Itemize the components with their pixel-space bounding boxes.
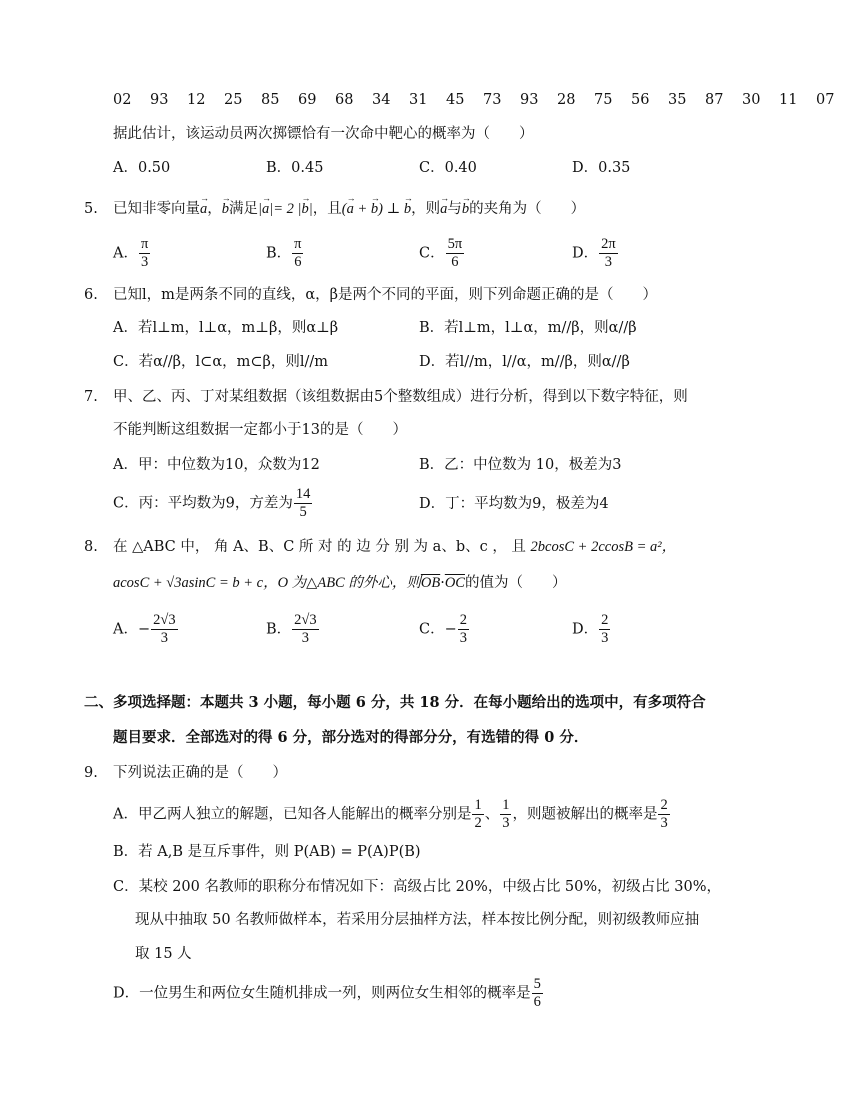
q5-stem-text: 满足 bbox=[229, 201, 258, 217]
perpendicular-condition: (→ a + → b) ⊥ → b bbox=[342, 201, 411, 217]
q7-number: 7. bbox=[84, 389, 98, 405]
fraction: $\frac{1}{2}$ bbox=[474, 797, 482, 831]
q4-option-b: B．0.45 bbox=[266, 160, 324, 176]
q5-stem-text: ， bbox=[207, 201, 222, 217]
q7-stem-line2: 不能判断这组数据一定都小于13的是（ ） bbox=[113, 422, 407, 438]
option-label: B． bbox=[266, 245, 292, 262]
q7-option-d: D．丁：平均数为9，极差为4 bbox=[419, 496, 609, 512]
random-number: 73 bbox=[483, 92, 502, 108]
q8-option-b bbox=[266, 612, 320, 647]
fraction: $\frac{2√3}{3}$ bbox=[153, 612, 176, 646]
q6-stem: 已知l，m是两条不同的直线，α，β是两个不同的平面，则下列命题正确的是（ ） bbox=[113, 287, 658, 303]
q8-number: 8. bbox=[84, 539, 98, 555]
vector-b: → b bbox=[222, 199, 229, 219]
q5-stem-text: ，则 bbox=[411, 201, 441, 217]
fraction: $\frac{2}{3}$ bbox=[660, 797, 668, 831]
section2-heading-line1: 二、多项选择题：本题共 3 小题，每小题 6 分，共 18 分．在每小题给出的选项中，有多项符合 bbox=[84, 694, 706, 711]
random-number: 45 bbox=[446, 92, 465, 108]
option-text: C．丙：平均数为9，方差为 bbox=[113, 495, 293, 512]
q5-stem-text: ，且 bbox=[312, 201, 342, 217]
fraction: $\frac{2√3}{3}$ bbox=[294, 612, 317, 646]
random-number: 56 bbox=[631, 92, 650, 108]
q7-option-a: A．甲：中位数为10，众数为12 bbox=[113, 457, 320, 473]
q9-option-c-line1: C．某校 200 名教师的职称分布情况如下：高级占比 20%，中级占比 50%，初级占比 30%， bbox=[113, 879, 721, 895]
random-number: 85 bbox=[261, 92, 280, 108]
q5-number: 5. bbox=[84, 201, 98, 217]
q6-option-a: A．若l⊥m，l⊥α，m⊥β，则α⊥β bbox=[113, 320, 339, 336]
random-number: 87 bbox=[705, 92, 724, 108]
q9-option-c-line3: 取 15 人 bbox=[135, 946, 192, 962]
q7-option-b: B．乙：中位数为 10，极差为3 bbox=[419, 457, 622, 473]
fraction: $\frac{\pi}{6}$ bbox=[294, 236, 302, 270]
fraction: $\frac{5\pi}{6}$ bbox=[447, 236, 463, 270]
q5-option-d bbox=[572, 236, 619, 271]
q5-option-c bbox=[419, 236, 465, 271]
random-number: 07 bbox=[816, 92, 835, 108]
q9-option-a bbox=[113, 797, 671, 832]
q8-text: 在 △ABC 中， 角 A、B、C 所 对 的 边 分 别 为 a、b、c ， 且 bbox=[113, 539, 526, 555]
separator: 、 bbox=[484, 806, 500, 823]
vector-ob: $\overline{OB}$ bbox=[420, 575, 441, 591]
random-number: 25 bbox=[224, 92, 243, 108]
q5-option-b bbox=[266, 236, 304, 271]
q6-option-d: D．若l//m，l//α，m//β，则α//β bbox=[419, 354, 630, 370]
random-number: 12 bbox=[187, 92, 206, 108]
fraction: $\frac{\pi}{3}$ bbox=[140, 236, 149, 270]
q6-option-c: C．若α//β，l⊂α，m⊂β，则l//m bbox=[113, 354, 329, 370]
fraction: $\frac{14}{5}$ bbox=[295, 486, 311, 520]
q7-stem-line1: 甲、乙、丙、丁对某组数据（该组数据由5个整数组成）进行分析，得到以下数字特征，则 bbox=[113, 389, 688, 405]
q5-stem-text: 已知非零向量 bbox=[113, 201, 200, 217]
option-label: D． bbox=[572, 245, 599, 262]
random-number: 93 bbox=[520, 92, 539, 108]
random-number-row bbox=[113, 90, 853, 110]
q8-option-d bbox=[572, 612, 611, 647]
option-label: C． bbox=[419, 621, 445, 638]
q8-equation: 2bcosC + 2ccosB = a²， bbox=[530, 539, 677, 555]
option-text: A．甲乙两人独立的解题，已知各人能解出的概率分别是 bbox=[113, 806, 472, 823]
vector-b: → b bbox=[462, 199, 469, 219]
fraction: $\frac{2}{3}$ bbox=[601, 612, 609, 646]
q5-stem-text: 的夹角为（ ） bbox=[469, 201, 586, 217]
random-number: 93 bbox=[150, 92, 169, 108]
vector-a: → a bbox=[440, 199, 447, 219]
q4-option-c: C．0.40 bbox=[419, 160, 477, 176]
q8-text: 的值为（ ） bbox=[464, 575, 567, 591]
option-label: A． bbox=[113, 245, 138, 262]
random-number: 02 bbox=[113, 92, 132, 108]
fraction: $\frac{5}{6}$ bbox=[533, 976, 541, 1010]
q5-stem-text: 与 bbox=[447, 201, 462, 217]
random-number: 11 bbox=[779, 92, 798, 108]
q5-stem bbox=[113, 199, 585, 219]
random-number: 75 bbox=[594, 92, 613, 108]
random-number: 68 bbox=[335, 92, 354, 108]
option-text: D．一位男生和两位女生随机排成一列，则两位女生相邻的概率是 bbox=[113, 985, 531, 1002]
q4-option-a: A．0.50 bbox=[113, 160, 171, 176]
option-text: ，则题被解出的概率是 bbox=[512, 806, 658, 823]
q8-option-a bbox=[113, 612, 179, 647]
q8-stem-line1 bbox=[113, 537, 676, 557]
random-number: 30 bbox=[742, 92, 761, 108]
fraction: $\frac{1}{3}$ bbox=[502, 797, 510, 831]
q6-option-b: B．若l⊥m，l⊥α，m//β，则α//β bbox=[419, 320, 637, 336]
section2-heading-line2: 题目要求．全部选对的得 6 分，部分选对的得部分分，有选错的得 0 分． bbox=[113, 729, 589, 746]
fraction: $\frac{2\pi}{3}$ bbox=[601, 236, 616, 270]
option-label: A． bbox=[113, 621, 138, 638]
q9-option-d bbox=[113, 976, 544, 1011]
fraction: $\frac{2}{3}$ bbox=[459, 612, 468, 646]
q5-option-a bbox=[113, 236, 151, 271]
q8-stem-line2 bbox=[113, 573, 566, 593]
option-label: D． bbox=[572, 621, 599, 638]
magnitude-equation: |→ a|= 2 |→ b| bbox=[258, 201, 313, 217]
random-number: 28 bbox=[557, 92, 576, 108]
minus-sign: − bbox=[444, 621, 457, 638]
random-number: 35 bbox=[668, 92, 687, 108]
q8-equation: acosC + √3asinC = b + c，O 为△ABC 的外心，则 bbox=[113, 575, 421, 591]
vector-a: → a bbox=[200, 199, 207, 219]
random-number: 31 bbox=[409, 92, 428, 108]
random-number: 34 bbox=[372, 92, 391, 108]
q8-option-c bbox=[419, 612, 470, 647]
minus-sign: − bbox=[137, 621, 151, 638]
random-number: 69 bbox=[298, 92, 317, 108]
q9-option-b: B．若 A,B 是互斥事件，则 P(AB) = P(A)P(B) bbox=[113, 844, 421, 860]
option-label: B． bbox=[266, 621, 292, 638]
q6-number: 6. bbox=[84, 287, 98, 303]
vector-oc: $\overline{OC}$ bbox=[444, 575, 465, 591]
option-label: C． bbox=[419, 245, 445, 262]
q9-stem: 下列说法正确的是（ ） bbox=[113, 765, 287, 781]
dot-operator: · bbox=[440, 575, 445, 591]
q9-option-c-line2: 现从中抽取 50 名教师做样本，若采用分层抽样方法，样本按比例分配，则初级教师应抽 bbox=[135, 912, 700, 928]
q4-stem: 据此估计，该运动员两次掷镖恰有一次命中靶心的概率为（ ） bbox=[113, 126, 534, 142]
q4-option-d: D．0.35 bbox=[572, 160, 631, 176]
q7-option-c bbox=[113, 486, 313, 521]
q9-number: 9. bbox=[84, 765, 98, 781]
